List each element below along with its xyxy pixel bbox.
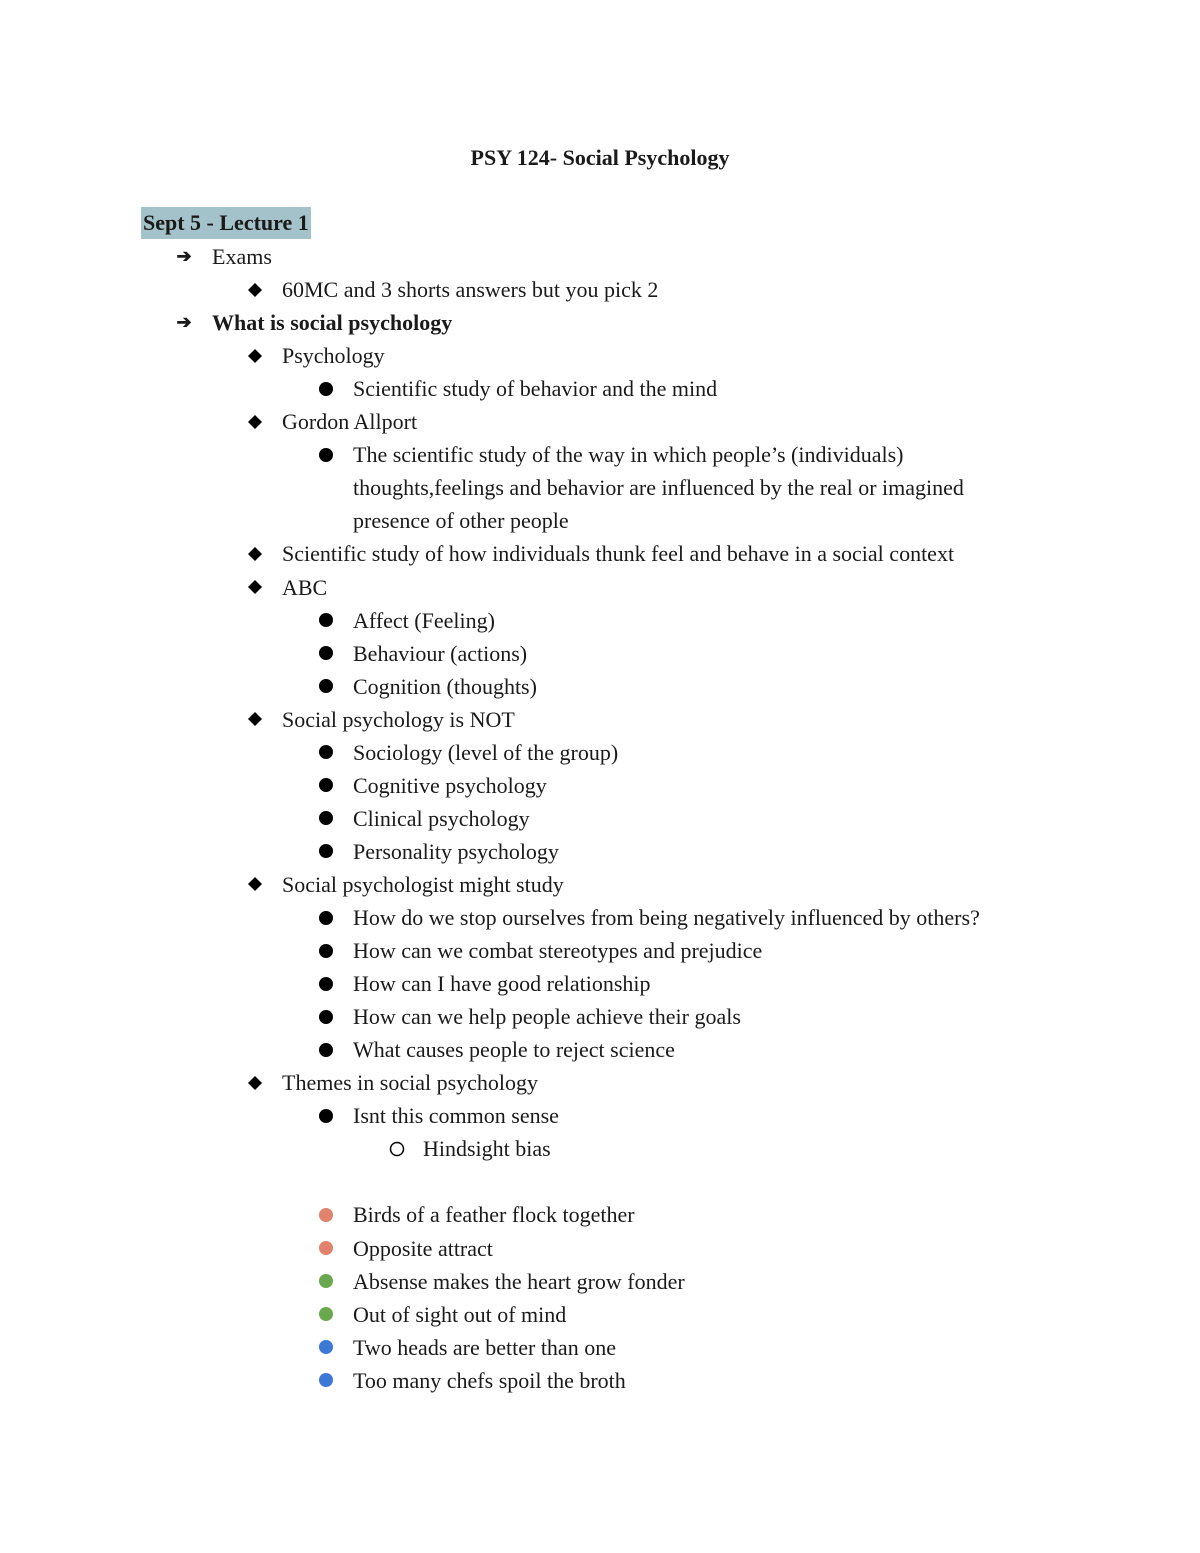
dot-bullet-icon (314, 670, 338, 703)
dot-bullet-icon (314, 967, 338, 1000)
outline-line: Gordon Allport (282, 409, 418, 435)
dot-bullet-icon (314, 1198, 338, 1231)
diamond-bullet-icon (243, 868, 267, 901)
dot-bullet-icon (314, 637, 338, 670)
outline-line: ABC (282, 574, 328, 600)
outline-line: Cognitive psychology (353, 772, 547, 798)
dot-bullet-icon (314, 769, 338, 802)
dot-bullet-icon (314, 1298, 338, 1331)
dot-bullet-icon (314, 1099, 338, 1132)
arrow-bullet-icon: ➔ (176, 246, 192, 266)
outline-line: How do we stop ourselves from being negatively influenced by others? (353, 905, 980, 930)
outline-line: Affect (Feeling) (353, 607, 495, 633)
outline-line: Sociology (level of the group) (353, 739, 619, 765)
dot-bullet-icon (314, 372, 338, 405)
diamond-bullet-icon (243, 537, 267, 570)
outline-line: Personality psychology (353, 838, 559, 864)
section-heading: Sept 5 - Lecture 1 (141, 207, 311, 239)
outline-line: Scientific study of how individuals thunk feel and behave in a social context (282, 541, 955, 567)
outline-line: 60MC and 3 shorts answers but you pick 2 (282, 277, 659, 303)
arrow-bullet-icon: ➔ (176, 312, 192, 333)
dot-bullet-icon (314, 1000, 338, 1033)
outline-line: Absense makes the heart grow fonder (353, 1268, 685, 1294)
outline-line: Cognition (thoughts) (353, 673, 537, 699)
outline-line: Isnt this common sense (353, 1103, 559, 1129)
dot-bullet-icon (314, 1232, 338, 1265)
outline-line: How can I have good relationship (353, 971, 651, 997)
outline-line: thoughts,feelings and behavior are influenced by the real or imagined (353, 475, 964, 501)
diamond-bullet-icon (243, 405, 267, 438)
dot-bullet-icon (314, 835, 338, 868)
dot-bullet-icon (314, 1331, 338, 1364)
dot-bullet-icon (314, 802, 338, 835)
diamond-bullet-icon (243, 1066, 267, 1099)
outline-line: What is social psychology (212, 310, 453, 336)
outline-line: Clinical psychology (353, 805, 530, 831)
outline-line: The scientific study of the way in which people’s (individuals) (353, 442, 904, 468)
outline-line: presence of other people (353, 508, 569, 534)
dot-bullet-icon (314, 1033, 338, 1066)
outline-line: How can we combat stereotypes and prejudice (353, 938, 763, 964)
outline-line: Out of sight out of mind (353, 1301, 567, 1327)
diamond-bullet-icon (243, 703, 267, 736)
outline-line: Birds of a feather flock together (353, 1202, 635, 1228)
outline-line: Scientific study of behavior and the mind (353, 376, 718, 402)
outline-line: Hindsight bias (423, 1136, 551, 1162)
diamond-bullet-icon (243, 273, 267, 306)
outline-line: Exams (212, 244, 272, 269)
outline-line: How can we help people achieve their goals (353, 1004, 741, 1030)
hollow-circle-bullet-icon (385, 1132, 409, 1165)
dot-bullet-icon (314, 1364, 338, 1397)
diamond-bullet-icon (243, 571, 267, 604)
outline-line: Opposite attract (353, 1235, 493, 1261)
dot-bullet-icon (314, 736, 338, 769)
diamond-bullet-icon (243, 339, 267, 372)
outline-line: Too many chefs spoil the broth (353, 1367, 626, 1393)
outline-line: What causes people to reject science (353, 1037, 675, 1063)
document-title: PSY 124- Social Psychology (470, 145, 730, 170)
dot-bullet-icon (314, 901, 338, 934)
outline-line: Themes in social psychology (282, 1070, 539, 1096)
dot-bullet-icon (314, 934, 338, 967)
outline-line: Behaviour (actions) (353, 640, 528, 666)
outline-line: Social psychologist might study (282, 871, 564, 897)
dot-bullet-icon (314, 604, 338, 637)
outline-line: Psychology (282, 343, 385, 369)
dot-bullet-icon (314, 1265, 338, 1298)
outline-line: Social psychology is NOT (282, 706, 515, 732)
dot-bullet-icon (314, 438, 338, 471)
outline-line: Two heads are better than one (353, 1334, 616, 1360)
